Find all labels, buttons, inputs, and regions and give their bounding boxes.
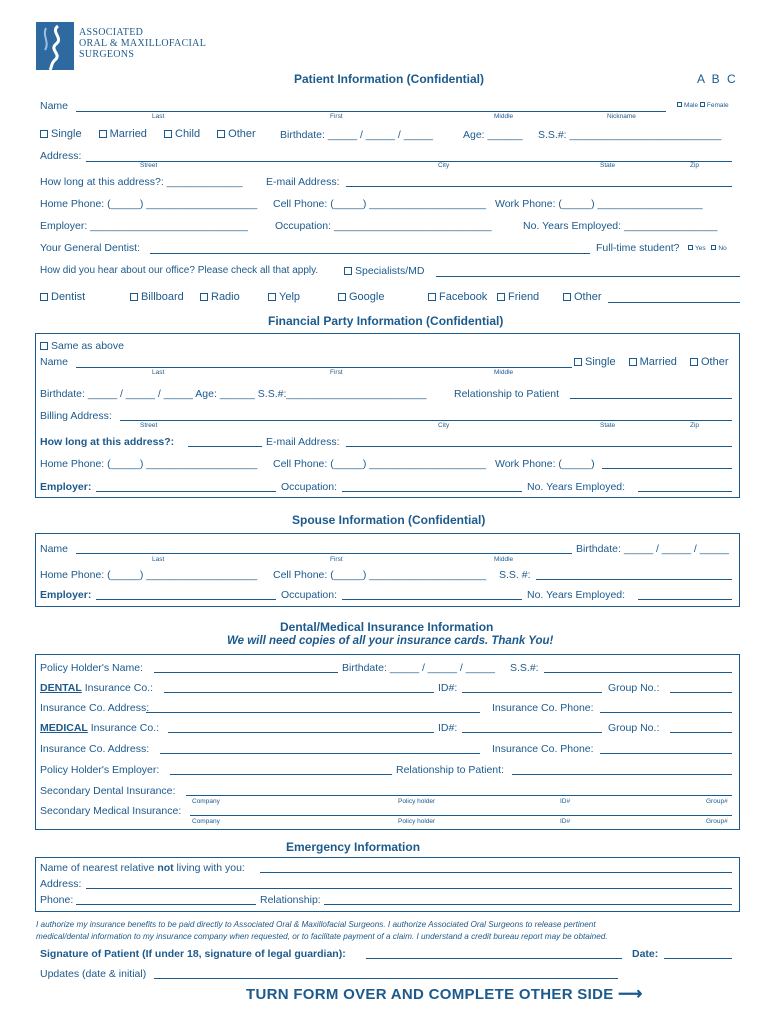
page-title: Patient Information (Confidential) xyxy=(294,72,484,86)
other-option-input[interactable] xyxy=(608,302,740,303)
arrow-right-icon: ⟶ xyxy=(618,984,643,1003)
fin-sub-state: State xyxy=(600,422,616,429)
dental-id-input[interactable] xyxy=(462,692,602,693)
fin-cell-phone[interactable]: Cell Phone: (_____) ____________________ xyxy=(273,458,487,470)
sp-sub-middle: Middle xyxy=(494,556,514,563)
relative-not: not xyxy=(157,862,174,874)
yelp-label: Yelp xyxy=(279,291,301,303)
sub-state: State xyxy=(600,162,616,169)
google-option xyxy=(338,291,384,303)
emergency-relationship-input[interactable] xyxy=(324,904,732,905)
spouse-years-label: No. Years Employed: xyxy=(527,589,626,601)
married-label: Married xyxy=(109,128,147,140)
holder-relationship-label: Relationship to Patient: xyxy=(396,764,504,776)
turn-over-notice xyxy=(246,984,643,1004)
medical-address-label: Insurance Co. Address: xyxy=(40,743,150,755)
female-label: Female xyxy=(706,102,729,109)
facebook-label: Facebook xyxy=(439,291,488,303)
email-label: E-mail Address: xyxy=(266,176,340,188)
fulltime-label: Full-time student? xyxy=(596,242,680,254)
occupation-field[interactable]: Occupation: ___________________________ xyxy=(275,220,492,232)
fin-relationship-input[interactable] xyxy=(570,398,732,399)
emergency-relationship-label: Relationship: xyxy=(260,894,321,906)
financial-title: Financial Party Information (Confidential) xyxy=(268,314,504,328)
birthdate-field[interactable]: Birthdate: _____ / _____ / _____ xyxy=(280,129,433,141)
dental-phone-label: Insurance Co. Phone: xyxy=(492,702,594,714)
medical-ins-row xyxy=(40,722,159,734)
spouse-employer-label: Employer: xyxy=(40,589,92,601)
medical-id-input[interactable] xyxy=(462,732,602,733)
fin-employer-label: Employer: xyxy=(40,481,92,493)
fin-name-label: Name xyxy=(40,356,69,368)
sec-dental-col-group: Group# xyxy=(706,798,728,805)
holder-employer-input[interactable] xyxy=(170,774,392,775)
spouse-title: Spouse Information (Confidential) xyxy=(292,513,486,527)
sec-medical-label: Secondary Medical Insurance: xyxy=(40,805,182,817)
fin-how-long-input[interactable] xyxy=(188,446,262,447)
spouse-occupation-label: Occupation: xyxy=(281,589,338,601)
fin-sub-city: City xyxy=(438,422,450,429)
dental-ins-co-input[interactable] xyxy=(164,692,434,693)
medical-ins-co-input[interactable] xyxy=(168,732,434,733)
sec-dental-label: Secondary Dental Insurance: xyxy=(40,785,176,797)
sec-dental-input[interactable] xyxy=(186,795,732,796)
fin-work-phone: Work Phone: (_____) xyxy=(495,458,595,470)
cell-phone-field[interactable]: Cell Phone: (_____) ____________________ xyxy=(273,198,487,210)
holder-ss-label: S.S.#: xyxy=(510,662,539,674)
fin-sub-first: First xyxy=(330,369,343,376)
sub-street: Street xyxy=(140,162,158,169)
signature-input[interactable] xyxy=(366,958,622,959)
dental-ins-row xyxy=(40,682,153,694)
address-input[interactable] xyxy=(86,161,732,162)
billing-input[interactable] xyxy=(120,420,732,421)
fin-married-checkbox[interactable] xyxy=(629,358,637,366)
fin-birth-line[interactable]: Birthdate: _____ / _____ / _____ Age: ______ S.S.#:________________________ xyxy=(40,388,427,400)
specialists-label: Specialists/MD xyxy=(355,265,425,277)
same-label: Same as above xyxy=(51,340,124,352)
ss-field[interactable]: S.S.#: __________________________ xyxy=(538,129,722,141)
insurance-subtitle: We will need copies of all your insurance cards. Thank You! xyxy=(227,635,554,647)
other-option-label: Other xyxy=(574,291,602,303)
other-checkbox[interactable] xyxy=(217,130,225,138)
fulltime-options xyxy=(688,245,727,252)
specialists-checkbox[interactable] xyxy=(344,267,352,275)
sub-middle: Middle xyxy=(494,113,514,120)
medical-label: MEDICAL xyxy=(40,722,88,734)
fin-single-label: Single xyxy=(585,356,616,368)
billboard-option xyxy=(130,291,184,303)
fin-single-checkbox[interactable] xyxy=(574,358,582,366)
spouse-cell-phone[interactable]: Cell Phone: (_____) ____________________ xyxy=(273,569,487,581)
dental-phone-input[interactable] xyxy=(600,712,732,713)
age-field[interactable]: Age: ______ xyxy=(463,129,523,141)
friend-option xyxy=(497,291,539,303)
specialists-input[interactable] xyxy=(436,276,740,277)
child-label: Child xyxy=(175,128,201,140)
fin-years-input[interactable] xyxy=(638,491,732,492)
fin-other-label: Other xyxy=(701,356,729,368)
spouse-employer-input[interactable] xyxy=(96,599,276,600)
turn-over-text: TURN FORM OVER AND COMPLETE OTHER SIDE xyxy=(246,986,614,1003)
sp-sub-first: First xyxy=(330,556,343,563)
date-label: Date: xyxy=(632,948,659,960)
radio-label: Radio xyxy=(211,291,240,303)
spouse-years-input[interactable] xyxy=(638,599,732,600)
spouse-ss-label: S.S. #: xyxy=(499,569,531,581)
emergency-address-label: Address: xyxy=(40,878,82,890)
dental-address-label: Insurance Co. Address: xyxy=(40,702,150,714)
sub-nickname: Nickname xyxy=(607,113,636,120)
dentist-checkbox[interactable] xyxy=(40,293,48,301)
fin-occupation-input[interactable] xyxy=(342,491,522,492)
fin-occupation-label: Occupation: xyxy=(281,481,338,493)
sec-medical-col-company: Company xyxy=(192,818,220,825)
logo-line3: SURGEONS xyxy=(79,49,135,60)
relative-input[interactable] xyxy=(260,872,732,873)
billboard-label: Billboard xyxy=(141,291,184,303)
sec-medical-col-id: ID# xyxy=(560,818,571,825)
sec-dental-col-company: Company xyxy=(192,798,220,805)
how-long-field[interactable]: How long at this address?: _____________ xyxy=(40,176,243,188)
fin-relationship-label: Relationship to Patient xyxy=(454,388,560,400)
fin-years-label: No. Years Employed: xyxy=(527,481,626,493)
fin-sub-zip: Zip xyxy=(690,422,700,429)
holder-birthdate[interactable]: Birthdate: _____ / _____ / _____ xyxy=(342,662,495,674)
spouse-ss-input[interactable] xyxy=(536,579,732,580)
address-label: Address: xyxy=(40,150,82,162)
fin-sub-middle: Middle xyxy=(494,369,514,376)
insurance-title: Dental/Medical Insurance Information xyxy=(280,620,494,634)
email-input[interactable] xyxy=(346,186,732,187)
billboard-checkbox[interactable] xyxy=(130,293,138,301)
fin-marital xyxy=(574,356,729,368)
fin-email-label: E-mail Address: xyxy=(266,436,340,448)
dental-id-label: ID#: xyxy=(438,682,458,694)
radio-option xyxy=(200,291,240,303)
no-label: No xyxy=(718,245,727,252)
sec-dental-col-holder: Policy holder xyxy=(398,798,436,805)
employer-field[interactable]: Employer: ___________________________ xyxy=(40,220,248,232)
dental-label: DENTAL xyxy=(40,682,82,694)
fin-married-label: Married xyxy=(639,356,677,368)
gender-options xyxy=(677,102,729,109)
hear-question: How did you hear about our office? Please check all that apply. xyxy=(40,265,319,276)
sub-last: Last xyxy=(152,113,165,120)
date-input[interactable] xyxy=(664,958,732,959)
specialists-option xyxy=(344,265,424,277)
holder-ss-input[interactable] xyxy=(544,672,732,673)
dental-address-input[interactable] xyxy=(146,712,480,713)
yelp-option xyxy=(268,291,300,303)
sec-medical-col-holder: Policy holder xyxy=(398,818,436,825)
holder-employer-label: Policy Holder's Employer: xyxy=(40,764,160,776)
single-label: Single xyxy=(51,128,82,140)
fin-email-input[interactable] xyxy=(346,446,732,447)
google-label: Google xyxy=(349,291,385,303)
dental-ins-co-label: Insurance Co.: xyxy=(84,682,154,694)
google-checkbox[interactable] xyxy=(338,293,346,301)
hear-options xyxy=(40,291,85,303)
emergency-title: Emergency Information xyxy=(286,840,421,854)
fin-how-long-label: How long at this address?: xyxy=(40,436,175,448)
single-checkbox[interactable] xyxy=(40,130,48,138)
dental-group-input[interactable] xyxy=(670,692,732,693)
holder-name-label: Policy Holder's Name: xyxy=(40,662,143,674)
friend-checkbox[interactable] xyxy=(497,293,505,301)
friend-label: Friend xyxy=(508,291,540,303)
billing-label: Billing Address: xyxy=(40,410,112,422)
fin-home-phone[interactable]: Home Phone: (_____) ___________________ xyxy=(40,458,258,470)
fin-employer-input[interactable] xyxy=(96,491,276,492)
other-option xyxy=(563,291,602,303)
updates-input[interactable] xyxy=(154,978,618,979)
signature-label: Signature of Patient (If under 18, signature of legal guardian): xyxy=(40,948,346,960)
yelp-checkbox[interactable] xyxy=(268,293,276,301)
relative-post: living with you: xyxy=(173,862,245,874)
sec-medical-input[interactable] xyxy=(190,815,732,816)
other-option-checkbox[interactable] xyxy=(563,293,571,301)
patient-name-label: Name xyxy=(40,100,69,112)
spouse-name-input[interactable] xyxy=(76,553,572,554)
logo-line2: ORAL & MAXILLOFACIAL xyxy=(79,38,207,49)
medical-phone-label: Insurance Co. Phone: xyxy=(492,743,594,755)
medical-address-input[interactable] xyxy=(160,753,480,754)
medical-phone-input[interactable] xyxy=(600,753,732,754)
logo-mark xyxy=(36,22,74,70)
child-checkbox[interactable] xyxy=(164,130,172,138)
abc-codes: A B C xyxy=(697,72,738,86)
holder-name-input[interactable] xyxy=(154,672,338,673)
other-label: Other xyxy=(228,128,256,140)
spouse-home-phone[interactable]: Home Phone: (_____) ___________________ xyxy=(40,569,258,581)
male-checkbox[interactable] xyxy=(677,102,682,107)
yes-checkbox[interactable] xyxy=(688,245,693,250)
fin-other-checkbox[interactable] xyxy=(690,358,698,366)
dental-group-label: Group No.: xyxy=(608,682,660,694)
married-checkbox[interactable] xyxy=(99,130,107,138)
insurance-box xyxy=(35,654,740,830)
disclaimer-line2: medical/dental information to my insurance company when requested, or to facilitate payment of a claim. I understand a credit bureau report may be obtained. xyxy=(36,932,608,941)
female-checkbox[interactable] xyxy=(700,102,705,107)
dentist-input[interactable] xyxy=(150,253,590,254)
medical-ins-co-label: Insurance Co.: xyxy=(90,722,160,734)
medical-group-label: Group No.: xyxy=(608,722,660,734)
fin-sub-street: Street xyxy=(140,422,158,429)
updates-label: Updates (date & initial) xyxy=(40,968,147,980)
dentist-option-label: Dentist xyxy=(51,291,86,303)
same-as-above xyxy=(40,340,124,352)
same-checkbox[interactable] xyxy=(40,342,48,350)
dentist-label: Your General Dentist: xyxy=(40,242,141,254)
years-employed-field[interactable]: No. Years Employed: ________________ xyxy=(523,220,718,232)
relative-label xyxy=(40,862,245,874)
sec-medical-col-group: Group# xyxy=(706,818,728,825)
sub-first: First xyxy=(330,113,343,120)
spouse-birthdate[interactable]: Birthdate: _____ / _____ / _____ xyxy=(576,543,729,555)
emergency-address-input[interactable] xyxy=(86,888,732,889)
sp-sub-last: Last xyxy=(152,556,165,563)
sec-dental-col-id: ID# xyxy=(560,798,571,805)
emergency-phone-label: Phone: xyxy=(40,894,74,906)
holder-relationship-input[interactable] xyxy=(512,774,732,775)
sub-city: City xyxy=(438,162,450,169)
medical-id-label: ID#: xyxy=(438,722,458,734)
radio-checkbox[interactable] xyxy=(200,293,208,301)
fin-sub-last: Last xyxy=(152,369,165,376)
fin-name-input[interactable] xyxy=(76,367,572,368)
work-phone-field[interactable]: Work Phone: (_____) __________________ xyxy=(495,198,703,210)
no-checkbox[interactable] xyxy=(711,245,716,250)
emergency-phone-input[interactable] xyxy=(76,904,256,905)
logo-line1: ASSOCIATED xyxy=(79,27,144,38)
male-label: Male xyxy=(684,102,699,109)
spouse-occupation-input[interactable] xyxy=(342,599,522,600)
medical-group-input[interactable] xyxy=(670,732,732,733)
facebook-checkbox[interactable] xyxy=(428,293,436,301)
relative-pre: Name of nearest relative xyxy=(40,862,158,874)
fin-work-phone-input[interactable] xyxy=(602,468,732,469)
facebook-option xyxy=(428,291,487,303)
sub-zip: Zip xyxy=(690,162,700,169)
disclaimer-line1: I authorize my insurance benefits to be paid directly to Associated Oral & Maxillofacial Surgeons. I authorize Associated Oral Surgeons to release pertinent xyxy=(36,920,596,929)
yes-label: Yes xyxy=(695,245,706,252)
marital-status xyxy=(40,128,256,140)
home-phone-field[interactable]: Home Phone: (_____) ___________________ xyxy=(40,198,258,210)
spouse-name-label: Name xyxy=(40,543,69,555)
patient-name-input[interactable] xyxy=(76,111,666,112)
